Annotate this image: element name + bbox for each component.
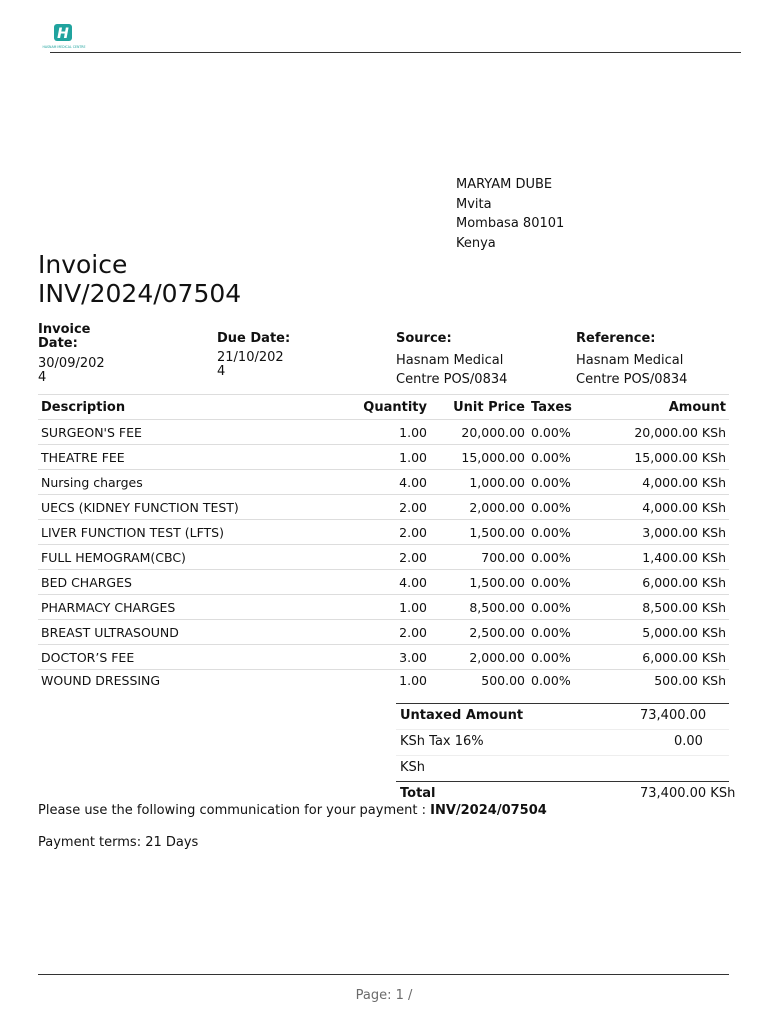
row-quantity: 1.00	[324, 670, 430, 691]
source-value-1: Hasnam Medical	[396, 353, 504, 368]
row-amount: 500.00 KSh	[576, 670, 729, 691]
row-amount: 5,000.00 KSh	[576, 620, 729, 645]
row-quantity: 4.00	[324, 470, 430, 495]
row-taxes: 0.00%	[528, 520, 576, 545]
row-unit-price: 500.00	[430, 670, 528, 691]
customer-country: Kenya	[456, 235, 496, 251]
row-amount: 4,000.00 KSh	[576, 470, 729, 495]
communication-reference: INV/2024/07504	[430, 803, 547, 818]
due-date-value-2: 4	[217, 364, 226, 379]
table-row	[38, 595, 729, 620]
row-taxes: 0.00%	[528, 420, 576, 445]
row-amount: 3,000.00 KSh	[576, 520, 729, 545]
row-unit-price: 8,500.00	[430, 595, 528, 620]
table-row	[38, 495, 729, 520]
due-date-value-1: 21/10/202	[217, 350, 284, 365]
row-taxes: 0.00%	[528, 445, 576, 470]
row-description: THEATRE FEE	[38, 445, 324, 470]
row-quantity: 2.00	[324, 545, 430, 570]
row-description: WOUND DRESSING	[38, 670, 324, 691]
row-amount: 15,000.00 KSh	[576, 445, 729, 470]
col-header-quantity: Quantity	[324, 395, 430, 420]
row-unit-price: 700.00	[430, 545, 528, 570]
reference-label: Reference:	[576, 331, 656, 346]
row-taxes: 0.00%	[528, 595, 576, 620]
customer-address	[456, 175, 564, 253]
row-quantity: 4.00	[324, 570, 430, 595]
due-date-block	[217, 332, 290, 379]
row-description: UECS (KIDNEY FUNCTION TEST)	[38, 495, 324, 520]
payment-terms: Payment terms: 21 Days	[38, 835, 199, 850]
row-description: PHARMACY CHARGES	[38, 595, 324, 620]
row-quantity: 2.00	[324, 495, 430, 520]
table-row	[38, 570, 729, 595]
col-header-amount: Amount	[576, 395, 729, 420]
logo-text: HASNAM MEDICAL CENTRE	[42, 45, 86, 49]
source-value-2: Centre POS/0834	[396, 372, 508, 387]
row-description: BREAST ULTRASOUND	[38, 620, 324, 645]
header-divider	[50, 52, 741, 53]
row-quantity: 3.00	[324, 645, 430, 670]
row-unit-price: 1,000.00	[430, 470, 528, 495]
row-quantity: 1.00	[324, 445, 430, 470]
row-unit-price: 15,000.00	[430, 445, 528, 470]
row-description: SURGEON'S FEE	[38, 420, 324, 445]
tax-row	[396, 729, 729, 755]
table-row	[38, 670, 729, 691]
customer-name: MARYAM DUBE	[456, 177, 553, 192]
row-description: DOCTOR’S FEE	[38, 645, 324, 670]
untaxed-label: Untaxed Amount	[400, 708, 524, 723]
table-row	[38, 520, 729, 545]
table-header-row	[38, 395, 729, 420]
table-row	[38, 470, 729, 495]
row-amount: 8,500.00 KSh	[576, 595, 729, 620]
row-taxes: 0.00%	[528, 645, 576, 670]
invoice-date-value-2: 4	[38, 370, 47, 385]
col-header-description: Description	[38, 395, 324, 420]
row-amount: 20,000.00 KSh	[576, 420, 729, 445]
invoice-heading: Invoice	[38, 250, 128, 279]
footer-divider	[38, 974, 729, 975]
row-quantity: 2.00	[324, 520, 430, 545]
col-header-taxes: Taxes	[528, 395, 576, 420]
reference-block	[576, 332, 687, 389]
row-taxes: 0.00%	[528, 495, 576, 520]
row-amount: 6,000.00 KSh	[576, 570, 729, 595]
row-unit-price: 2,000.00	[430, 645, 528, 670]
source-block	[396, 332, 507, 389]
tax-currency: KSh	[400, 760, 426, 775]
row-taxes: 0.00%	[528, 570, 576, 595]
row-description: Nursing charges	[38, 470, 324, 495]
row-taxes: 0.00%	[528, 545, 576, 570]
table-row	[38, 420, 729, 445]
totals-block	[396, 703, 736, 807]
invoice-number: INV/2024/07504	[38, 279, 242, 308]
table-row	[38, 645, 729, 670]
row-amount: 4,000.00 KSh	[576, 495, 729, 520]
invoice-date-label-1: Invoice	[38, 322, 91, 337]
customer-line2: Mombasa 80101	[456, 216, 565, 231]
table-row	[38, 445, 729, 470]
row-amount: 6,000.00 KSh	[576, 645, 729, 670]
invoice-lines-table	[38, 394, 729, 690]
row-amount: 1,400.00 KSh	[576, 545, 729, 570]
row-unit-price: 1,500.00	[430, 570, 528, 595]
untaxed-row	[396, 703, 729, 729]
company-logo	[38, 22, 90, 50]
page-number: Page: 1 /	[355, 988, 413, 1003]
table-row	[38, 620, 729, 645]
row-unit-price: 2,500.00	[430, 620, 528, 645]
row-quantity: 1.00	[324, 595, 430, 620]
tax-label: KSh Tax 16%	[400, 734, 484, 749]
row-unit-price: 20,000.00	[430, 420, 528, 445]
due-date-label: Due Date:	[217, 331, 291, 346]
invoice-date-label-2: Date:	[38, 336, 78, 351]
row-quantity: 1.00	[324, 420, 430, 445]
tax-currency-row	[396, 755, 729, 781]
col-header-unit-price: Unit Price	[430, 395, 528, 420]
invoice-date-block	[38, 323, 105, 385]
row-unit-price: 2,000.00	[430, 495, 528, 520]
row-taxes: 0.00%	[528, 670, 576, 691]
row-taxes: 0.00%	[528, 470, 576, 495]
row-taxes: 0.00%	[528, 620, 576, 645]
source-label: Source:	[396, 331, 452, 346]
total-label: Total	[400, 786, 436, 801]
invoice-title	[38, 250, 241, 308]
tax-value: 0.00	[674, 734, 703, 749]
reference-value-1: Hasnam Medical	[576, 353, 684, 368]
table-row	[38, 545, 729, 570]
row-description: FULL HEMOGRAM(CBC)	[38, 545, 324, 570]
reference-value-2: Centre POS/0834	[576, 372, 688, 387]
untaxed-value: 73,400.00	[640, 708, 707, 723]
row-quantity: 2.00	[324, 620, 430, 645]
invoice-date-value-1: 30/09/202	[38, 356, 105, 371]
communication-text: Please use the following communication for your payment :	[38, 803, 431, 818]
payment-communication	[38, 803, 547, 818]
logo-letter: H	[57, 26, 69, 42]
row-unit-price: 1,500.00	[430, 520, 528, 545]
total-value: 73,400.00 KSh	[640, 786, 736, 801]
row-description: LIVER FUNCTION TEST (LFTS)	[38, 520, 324, 545]
customer-line1: Mvita	[456, 196, 492, 212]
row-description: BED CHARGES	[38, 570, 324, 595]
